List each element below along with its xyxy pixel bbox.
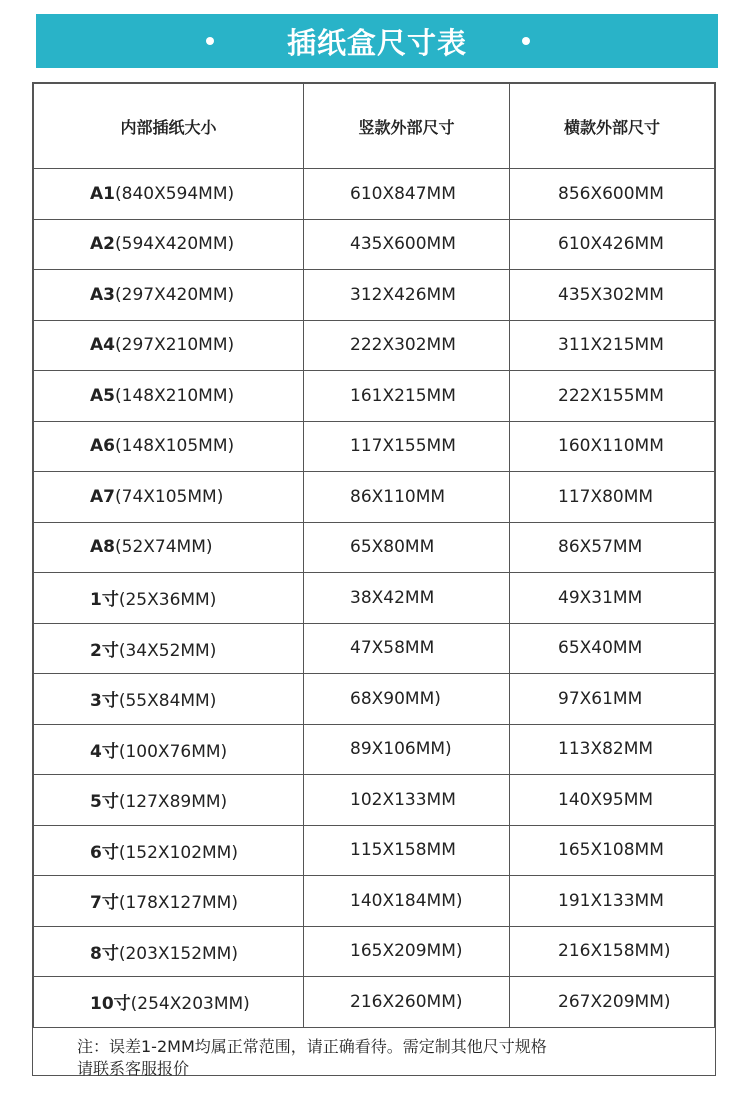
inner-dimensions: (840X594MM) <box>115 183 235 204</box>
size-chart <box>32 82 716 1076</box>
vertical-size-cell: 165X209MM) <box>304 926 510 977</box>
table-row <box>34 472 715 523</box>
title-banner <box>36 14 718 68</box>
horizontal-size-cell: 97X61MM <box>510 674 715 725</box>
table-row <box>34 169 715 220</box>
inner-size-cell <box>34 320 304 371</box>
size-label: A5 <box>90 385 115 406</box>
horizontal-size-cell: 856X600MM <box>510 169 715 220</box>
vertical-size-cell: 89X106MM) <box>304 724 510 775</box>
size-label: 5寸 <box>90 792 119 813</box>
vertical-size-cell: 102X133MM <box>304 775 510 826</box>
inner-dimensions: (25X36MM) <box>118 590 217 611</box>
inner-size-cell <box>34 472 304 523</box>
table-row <box>34 573 715 624</box>
inner-size-cell <box>34 169 304 220</box>
inner-dimensions: (297X210MM) <box>115 335 235 356</box>
inner-dimensions: (148X105MM) <box>115 436 235 457</box>
footnote-line-1: 注：误差1-2MM均属正常范围，请正确看待。需定制其他尺寸规格 <box>77 1036 547 1056</box>
vertical-size-cell: 140X184MM) <box>304 876 510 927</box>
footnote-line-2: 请联系客服报价 <box>77 1058 190 1078</box>
inner-size-cell <box>34 270 304 321</box>
table-row <box>34 825 715 876</box>
inner-dimensions: (55X84MM) <box>118 691 217 712</box>
vertical-size-cell: 115X158MM <box>304 825 510 876</box>
vertical-size-cell: 222X302MM <box>304 320 510 371</box>
vertical-size-cell: 216X260MM) <box>304 977 510 1028</box>
inner-dimensions: (297X420MM) <box>115 284 235 305</box>
bullet-dot-right <box>522 37 530 45</box>
column-header-horizontal-size: 横款外部尺寸 <box>510 84 715 169</box>
inner-size-cell <box>34 522 304 573</box>
inner-size-cell <box>34 573 304 624</box>
horizontal-size-cell: 311X215MM <box>510 320 715 371</box>
horizontal-size-cell: 86X57MM <box>510 522 715 573</box>
vertical-size-cell: 610X847MM <box>304 169 510 220</box>
size-label: 10寸 <box>90 994 131 1015</box>
horizontal-size-cell: 65X40MM <box>510 623 715 674</box>
size-label: 6寸 <box>90 842 119 863</box>
size-label: A4 <box>90 335 115 356</box>
inner-dimensions: (148X210MM) <box>115 385 235 406</box>
size-label: A2 <box>90 234 115 255</box>
horizontal-size-cell: 222X155MM <box>510 371 715 422</box>
size-label: A7 <box>90 486 115 507</box>
vertical-size-cell: 435X600MM <box>304 219 510 270</box>
horizontal-size-cell: 49X31MM <box>510 573 715 624</box>
horizontal-size-cell: 435X302MM <box>510 270 715 321</box>
size-label: 7寸 <box>90 893 119 914</box>
inner-dimensions: (203X152MM) <box>118 943 238 964</box>
horizontal-size-cell: 610X426MM <box>510 219 715 270</box>
page-title: 插纸盒尺寸表 <box>286 25 467 60</box>
vertical-size-cell: 117X155MM <box>304 421 510 472</box>
vertical-size-cell: 47X58MM <box>304 623 510 674</box>
table-row <box>34 977 715 1028</box>
size-label: A3 <box>90 284 115 305</box>
size-label: 8寸 <box>90 943 119 964</box>
table-row <box>34 674 715 725</box>
footnote <box>33 1028 715 1080</box>
horizontal-size-cell: 117X80MM <box>510 472 715 523</box>
inner-size-cell <box>34 219 304 270</box>
inner-size-cell <box>34 421 304 472</box>
inner-size-cell <box>34 977 304 1028</box>
table-row <box>34 522 715 573</box>
vertical-size-cell: 312X426MM <box>304 270 510 321</box>
inner-dimensions: (34X52MM) <box>118 640 217 661</box>
inner-dimensions: (100X76MM) <box>118 741 228 762</box>
table-row <box>34 421 715 472</box>
inner-dimensions: (52X74MM) <box>115 537 213 558</box>
inner-dimensions: (254X203MM) <box>130 994 250 1015</box>
inner-size-cell <box>34 623 304 674</box>
column-header-inner-size: 内部插纸大小 <box>34 84 304 169</box>
vertical-size-cell: 161X215MM <box>304 371 510 422</box>
horizontal-size-cell: 140X95MM <box>510 775 715 826</box>
table-row <box>34 775 715 826</box>
horizontal-size-cell: 267X209MM) <box>510 977 715 1028</box>
inner-dimensions: (127X89MM) <box>118 792 228 813</box>
inner-dimensions: (74X105MM) <box>115 486 224 507</box>
size-label: 1寸 <box>90 590 119 611</box>
horizontal-size-cell: 160X110MM <box>510 421 715 472</box>
vertical-size-cell: 38X42MM <box>304 573 510 624</box>
size-label: 3寸 <box>90 691 119 712</box>
inner-size-cell <box>34 876 304 927</box>
table-row <box>34 371 715 422</box>
vertical-size-cell: 86X110MM <box>304 472 510 523</box>
bullet-dot-left <box>206 37 214 45</box>
inner-size-cell <box>34 674 304 725</box>
inner-size-cell <box>34 926 304 977</box>
table-row <box>34 926 715 977</box>
size-label: A1 <box>90 183 115 204</box>
size-label: 4寸 <box>90 741 119 762</box>
inner-size-cell <box>34 775 304 826</box>
column-header-vertical-size: 竖款外部尺寸 <box>304 84 510 169</box>
table-row <box>34 219 715 270</box>
inner-size-cell <box>34 371 304 422</box>
inner-dimensions: (594X420MM) <box>115 234 235 255</box>
table-row <box>34 724 715 775</box>
inner-size-cell <box>34 724 304 775</box>
horizontal-size-cell: 165X108MM <box>510 825 715 876</box>
horizontal-size-cell: 113X82MM <box>510 724 715 775</box>
size-label: A6 <box>90 436 115 457</box>
table-row <box>34 320 715 371</box>
size-table <box>33 83 715 1028</box>
size-label: 2寸 <box>90 640 119 661</box>
inner-size-cell <box>34 825 304 876</box>
vertical-size-cell: 68X90MM) <box>304 674 510 725</box>
table-row <box>34 270 715 321</box>
table-row <box>34 876 715 927</box>
table-row <box>34 623 715 674</box>
size-label: A8 <box>90 537 115 558</box>
inner-dimensions: (178X127MM) <box>118 893 238 914</box>
vertical-size-cell: 65X80MM <box>304 522 510 573</box>
horizontal-size-cell: 191X133MM <box>510 876 715 927</box>
inner-dimensions: (152X102MM) <box>118 842 238 863</box>
table-header-row <box>34 84 715 169</box>
horizontal-size-cell: 216X158MM) <box>510 926 715 977</box>
